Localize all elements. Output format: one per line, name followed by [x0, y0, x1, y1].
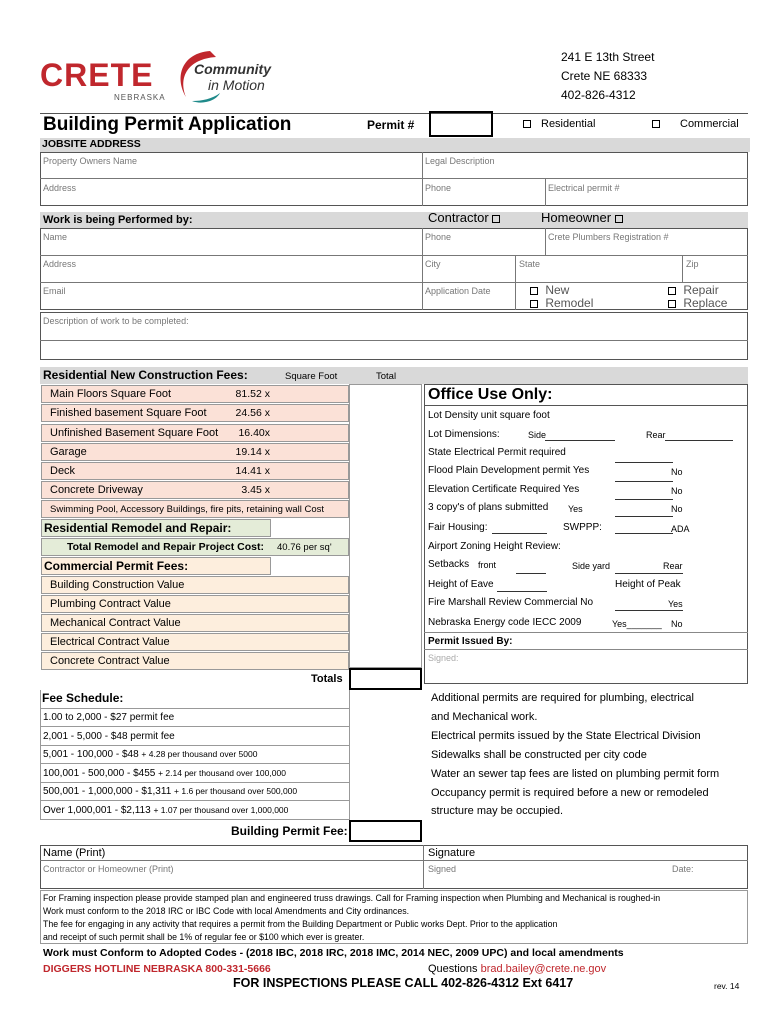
permit-number-input[interactable]	[429, 111, 493, 137]
residential-fee-label: Unfinished Basement Square Foot	[50, 427, 219, 439]
commercial-fee-label: Concrete Contract Value	[50, 655, 170, 667]
repair-label: Repair	[683, 283, 719, 297]
name-field[interactable]: Name	[43, 232, 68, 242]
setback-rear-line	[615, 573, 683, 574]
remodel-cost-row[interactable]	[41, 538, 349, 556]
signature-divider	[40, 860, 748, 861]
height-peak: Height of Peak	[615, 579, 681, 590]
plan-copies: 3 copy's of plans submitted	[428, 502, 549, 513]
commercial-label: Commercial	[680, 118, 739, 130]
energy-no: No	[671, 619, 683, 629]
fee-schedule-extra: + 4.28 per thousand over 5000	[141, 749, 258, 759]
office-heading-line	[424, 405, 748, 406]
tagline-community: Community	[194, 61, 271, 77]
checkbox-icon	[652, 120, 660, 128]
residential-fee-rate: 19.14 x	[235, 446, 270, 458]
permit-note: Sidewalks shall be constructed per city code	[431, 749, 647, 761]
fee-schedule-main: 500,001 - 1,000,000 - $1,311	[43, 786, 175, 797]
jobsite-box	[40, 152, 748, 206]
residential-fee-label: Main Floors Square Foot	[50, 388, 172, 400]
contractor-homeowner-field[interactable]: Contractor or Homeowner (Print)	[43, 864, 174, 874]
contractor-checkbox[interactable]	[428, 210, 504, 225]
fee-schedule-extra: + 2.14 per thousand over 100,000	[158, 767, 286, 778]
permit-note: Electrical permits issued by the State Electrical Division	[431, 730, 701, 742]
flood-no: No	[671, 467, 683, 477]
residential-fee-rate: 3.45 x	[241, 484, 270, 496]
building-permit-fee-input[interactable]	[349, 820, 422, 842]
commercial-fee-label: Mechanical Contract Value	[50, 617, 181, 629]
residential-fee-row[interactable]	[41, 385, 349, 403]
city-field[interactable]: City	[425, 259, 441, 269]
copies-yes: Yes	[568, 504, 583, 514]
address-line-1: 241 E 13th Street	[561, 50, 655, 64]
fee-schedule-extra: + 1.6 per thousand over 500,000	[174, 786, 298, 796]
name-print-label: Name (Print)	[43, 847, 106, 859]
footer-line-4: and receipt of such permit shall be 1% of regular fee or $100 which ever is greater.	[43, 932, 365, 942]
residential-fee-label: Garage	[50, 446, 87, 458]
residential-fee-rate: 14.41 x	[235, 465, 270, 477]
checkbox-icon	[668, 300, 676, 308]
commercial-fee-label: Electrical Contract Value	[50, 636, 170, 648]
tagline-in-motion: in Motion	[208, 77, 265, 93]
residential-fee-rate: 24.56 x	[235, 407, 270, 419]
residential-fee-rate: 16.40x	[238, 427, 270, 439]
repair-checkbox[interactable]	[668, 283, 719, 297]
residential-heading: Residential New Construction Fees:	[43, 368, 248, 382]
setbacks-front: front	[478, 560, 497, 570]
work-heading: Work is being Performed by:	[43, 214, 193, 226]
property-owners-name-field[interactable]: Property Owners Name	[43, 156, 138, 166]
setbacks: Setbacks	[428, 559, 470, 570]
commercial-fee-row[interactable]	[41, 652, 349, 670]
remodel-cost-rate: 40.76 per sq'	[277, 542, 332, 553]
residential-label: Residential	[541, 118, 596, 130]
office-heading: Office Use Only:	[428, 386, 553, 403]
permit-label: Permit #	[367, 118, 415, 132]
fee-schedule-main: 5,001 - 100,000 - $48	[43, 749, 142, 760]
footer-line-3: The fee for engaging in any activity that requires a permit from the Building Department or Public works Dept. Prior to the application	[43, 919, 558, 929]
totals-label: Totals	[311, 673, 343, 685]
residential-fee-row[interactable]	[41, 481, 349, 499]
questions-label: Questions	[428, 963, 478, 975]
electrical-permit-field[interactable]: Electrical permit #	[548, 183, 620, 193]
state-electrical: State Electrical Permit required	[428, 447, 566, 458]
fee-schedule-main: 1.00 to 2,000 - $27 permit fee	[43, 712, 175, 723]
questions-line	[428, 963, 606, 975]
work-address-field[interactable]: Address	[43, 259, 77, 269]
totals-input[interactable]	[349, 668, 422, 690]
fee-schedule-extra: + 1.07 per thousand over 1,000,000	[153, 804, 289, 815]
lot-side-line	[545, 440, 615, 441]
email-field[interactable]: Email	[43, 286, 66, 296]
lot-rear: Rear	[646, 430, 666, 440]
front-line	[516, 573, 546, 574]
signature-vdivider	[423, 845, 424, 889]
residential-fee-row[interactable]	[41, 424, 349, 442]
legal-description-field[interactable]: Legal Description	[425, 156, 495, 166]
commercial-fee-row[interactable]	[41, 614, 349, 632]
fire-line	[615, 610, 683, 611]
lot-rear-line	[665, 440, 733, 441]
signed-field[interactable]: Signed	[428, 864, 457, 874]
energy-code: Nebraska Energy code IECC 2009	[428, 617, 582, 628]
elevation-no: No	[671, 486, 683, 496]
jobsite-vdivider-2	[545, 178, 546, 206]
address-phone: 402-826-4312	[561, 88, 636, 102]
height-eave: Height of Eave	[428, 579, 494, 590]
airport-zoning: Airport Zoning Height Review:	[428, 541, 561, 552]
work-divider-2	[40, 282, 748, 283]
date-field[interactable]: Date:	[672, 864, 694, 874]
swimming-pool-label: Swimming Pool, Accessory Buildings, fire pits, retaining wall Cost	[50, 504, 325, 515]
fee-schedule-main: 2,001 - 5,000 - $48 permit fee	[43, 730, 175, 742]
checkbox-icon	[530, 300, 538, 308]
homeowner-checkbox[interactable]	[541, 210, 627, 225]
residential-fee-row[interactable]	[41, 404, 349, 422]
jobsite-heading: JOBSITE ADDRESS	[40, 138, 750, 152]
fee-schedule-main: Over 1,000,001 - $2,113	[43, 804, 154, 816]
contractor-label: Contractor	[428, 210, 489, 225]
jobsite-phone-field[interactable]: Phone	[425, 183, 452, 193]
residential-fee-label: Concrete Driveway	[50, 484, 143, 496]
residential-fee-label: Deck	[50, 465, 76, 477]
checkbox-icon	[530, 287, 538, 295]
lot-density: Lot Density unit square foot	[428, 410, 550, 421]
residential-fee-label: Finished basement Square Foot	[50, 407, 207, 419]
checkbox-icon	[668, 287, 676, 295]
inspections-phone: FOR INSPECTIONS PLEASE CALL 402-826-4312 Ext 6417	[233, 976, 574, 990]
work-vdiv-1	[422, 228, 423, 310]
elevation-certificate: Elevation Certificate Required Yes	[428, 484, 580, 495]
homeowner-label: Homeowner	[541, 210, 612, 225]
col-square-foot: Square Foot	[285, 371, 338, 382]
col-total: Total	[376, 371, 397, 382]
permit-issued-by: Permit Issued By:	[428, 636, 513, 647]
commercial-fee-row[interactable]	[41, 576, 349, 594]
permit-note: Additional permits are required for plumbing, electrical	[431, 692, 694, 704]
work-divider-1	[40, 255, 748, 256]
state-field[interactable]: State	[519, 259, 541, 269]
footer-line-1: For Framing inspection please provide stamped plan and engineered truss drawings. Call for Framing inspection when Plumbing and Mechanical is roughed-in	[43, 893, 661, 903]
remodel-checkbox[interactable]	[530, 296, 593, 310]
work-vdiv-3	[515, 255, 516, 310]
zip-field[interactable]: Zip	[686, 259, 699, 269]
work-vdiv-4	[682, 255, 683, 282]
logo-text: CRETE	[40, 57, 154, 93]
residential-fee-row[interactable]	[41, 462, 349, 480]
revision: rev. 14	[714, 981, 740, 991]
work-phone-field[interactable]: Phone	[425, 232, 452, 242]
flood-yes-line	[615, 462, 673, 463]
codes-notice: Work must Conform to Adopted Codes - (2018 IBC, 2018 IRC, 2018 IMC, 2014 NEC, 2009 UPC) and local amendments	[43, 947, 624, 959]
residential-fee-row[interactable]	[41, 443, 349, 461]
building-permit-fee-label: Building Permit Fee:	[231, 824, 348, 838]
copies-no-line	[615, 516, 673, 517]
fee-schedule-main: 100,001 - 500,000 - $455	[43, 767, 159, 779]
jobsite-vdivider	[422, 152, 423, 206]
energy-yes: Yes_______	[612, 619, 662, 629]
elevation-no-line	[615, 499, 673, 500]
side-yard: Side yard	[572, 561, 611, 571]
work-vdiv-2	[545, 228, 546, 255]
remodel-heading-text: Residential Remodel and Repair:	[44, 521, 232, 535]
fair-housing-line	[492, 533, 547, 534]
fire-marshall: Fire Marshall Review Commercial No	[428, 597, 594, 608]
fee-schedule-heading: Fee Schedule:	[42, 691, 124, 705]
fee-schedule-frame	[40, 690, 350, 820]
fire-yes: Yes	[668, 599, 683, 609]
checkbox-icon	[523, 120, 531, 128]
logo	[40, 55, 290, 110]
description-divider	[40, 340, 748, 341]
address-line-2: Crete NE 68333	[561, 69, 648, 83]
permit-note: Water an sewer tap fees are listed on plumbing permit form	[431, 768, 720, 780]
flood-no-line	[615, 481, 673, 482]
remodel-cost-label: Total Remodel and Repair Project Cost:	[67, 541, 265, 553]
footer-line-2: Work must conform to the 2018 IRC or IBC Code with local Amendments and City ordinances.	[43, 906, 410, 916]
contact-email-link[interactable]: brad.bailey@crete.ne.gov	[480, 963, 607, 975]
commercial-checkbox[interactable]	[652, 118, 739, 130]
commercial-heading	[41, 557, 271, 575]
remodel-heading	[41, 519, 271, 537]
total-column	[349, 384, 422, 668]
application-date-field[interactable]: Application Date	[425, 286, 491, 296]
signature-label: Signature	[428, 847, 476, 859]
copies-no: No	[671, 504, 683, 514]
permit-note: and Mechanical work.	[431, 711, 538, 723]
permit-note: structure may be occupied.	[431, 805, 564, 817]
jobsite-address-field[interactable]: Address	[43, 183, 77, 193]
ada: ADA	[671, 524, 690, 534]
new-label: New	[545, 283, 570, 297]
permit-issued-line-top	[424, 632, 748, 633]
replace-label: Replace	[683, 296, 728, 310]
description-label: Description of work to be completed:	[43, 316, 189, 326]
new-checkbox[interactable]	[530, 283, 569, 297]
logo-sub: NEBRASKA	[114, 93, 166, 102]
office-signed[interactable]: Signed:	[428, 653, 459, 663]
flood-plain: Flood Plain Development permit Yes	[428, 465, 590, 476]
jobsite-divider	[40, 178, 748, 179]
residential-fee-rate: 81.52 x	[235, 388, 270, 400]
lot-side: Side	[528, 430, 547, 440]
page-title: Building Permit Application	[43, 114, 292, 135]
swppp: SWPPP:	[563, 522, 602, 533]
fair-housing: Fair Housing:	[428, 522, 488, 533]
setbacks-rear: Rear	[663, 561, 683, 571]
diggers-hotline: DIGGERS HOTLINE NEBRASKA 800-331-5666	[43, 963, 271, 975]
commercial-fee-label: Plumbing Contract Value	[50, 598, 171, 610]
swppp-line	[615, 533, 673, 534]
commercial-fee-label: Building Construction Value	[50, 579, 185, 591]
swimming-pool-row[interactable]	[41, 500, 349, 518]
plumbers-registration-field[interactable]: Crete Plumbers Registration #	[548, 232, 669, 242]
checkbox-icon	[492, 215, 500, 223]
residential-checkbox[interactable]	[523, 118, 595, 130]
lot-dimensions: Lot Dimensions:	[428, 429, 500, 440]
permit-note: Occupancy permit is required before a new or remodeled	[431, 787, 709, 799]
replace-checkbox[interactable]	[668, 296, 727, 310]
permit-issued-line	[424, 649, 748, 650]
checkbox-icon	[615, 215, 623, 223]
commercial-heading-text: Commercial Permit Fees:	[44, 559, 189, 573]
remodel-label: Remodel	[545, 296, 594, 310]
commercial-fee-row[interactable]	[41, 595, 349, 613]
commercial-fee-row[interactable]	[41, 633, 349, 651]
eave-line	[497, 591, 547, 592]
